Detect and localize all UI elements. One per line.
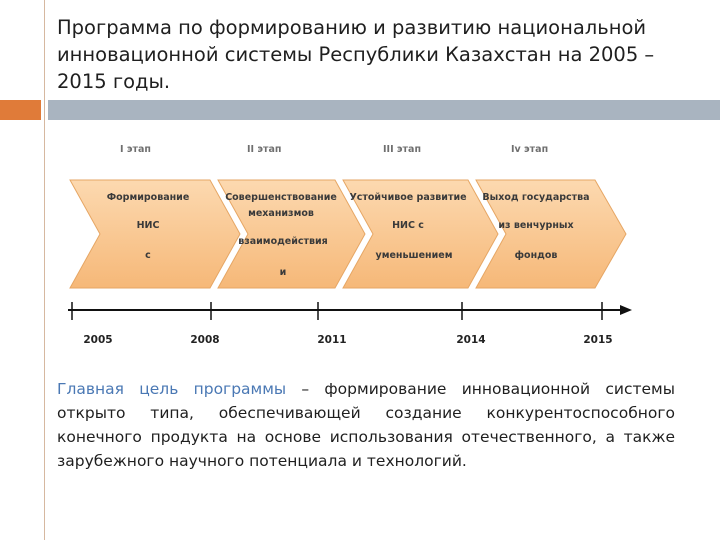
year-2008: 2008 [190,334,220,346]
goal-text: – формирование инновационной системы открыто типа, обеспечивающей создание конкурентоспособного конечного продукта на основе использования отечественного, а также зарубежного научного потенциала и технологий. [57,380,675,470]
year-2011: 2011 [317,334,347,346]
stage-4-line-3: фондов [514,250,558,261]
stage-4-line-2: из венчурных [498,220,574,231]
stage-1-label: I этап [120,144,151,155]
stage-1-line-1: Формирование [106,192,190,203]
accent-bar-gray [48,100,720,120]
stage-3-line-3: уменьшением [375,250,453,261]
year-2014: 2014 [456,334,486,346]
stage-2-line-1: Совершенствование [225,192,337,203]
stage-3-line-1: Устойчивое развитие [349,192,467,203]
stage-3-line-2: НИС с [392,220,424,231]
stage-1-line-3: с [145,250,151,261]
stage-2-label: II этап [247,144,282,155]
timeline-arrowhead [620,305,632,315]
year-2005: 2005 [83,334,113,346]
stage-2-line-3: взаимодействия [238,236,328,247]
stage-2-line-4: и [279,267,287,278]
goal-highlight: Главная цель программы [57,380,287,398]
stage-1-line-2: НИС [136,220,160,231]
stage-2-line-2: механизмов [248,208,314,219]
program-goal-paragraph [57,377,675,473]
accent-bar-orange [0,100,41,120]
stage-3-label: III этап [383,144,422,155]
timeline-diagram [0,130,720,360]
slide-title: Программа по формированию и развитию национальной инновационной системы Республики Казахстан на 2005 – 2015 годы. [57,16,655,93]
stage-4-line-1: Выход государства [482,192,590,203]
stage-4-label: Iv этап [511,144,549,155]
year-2015: 2015 [583,334,613,346]
